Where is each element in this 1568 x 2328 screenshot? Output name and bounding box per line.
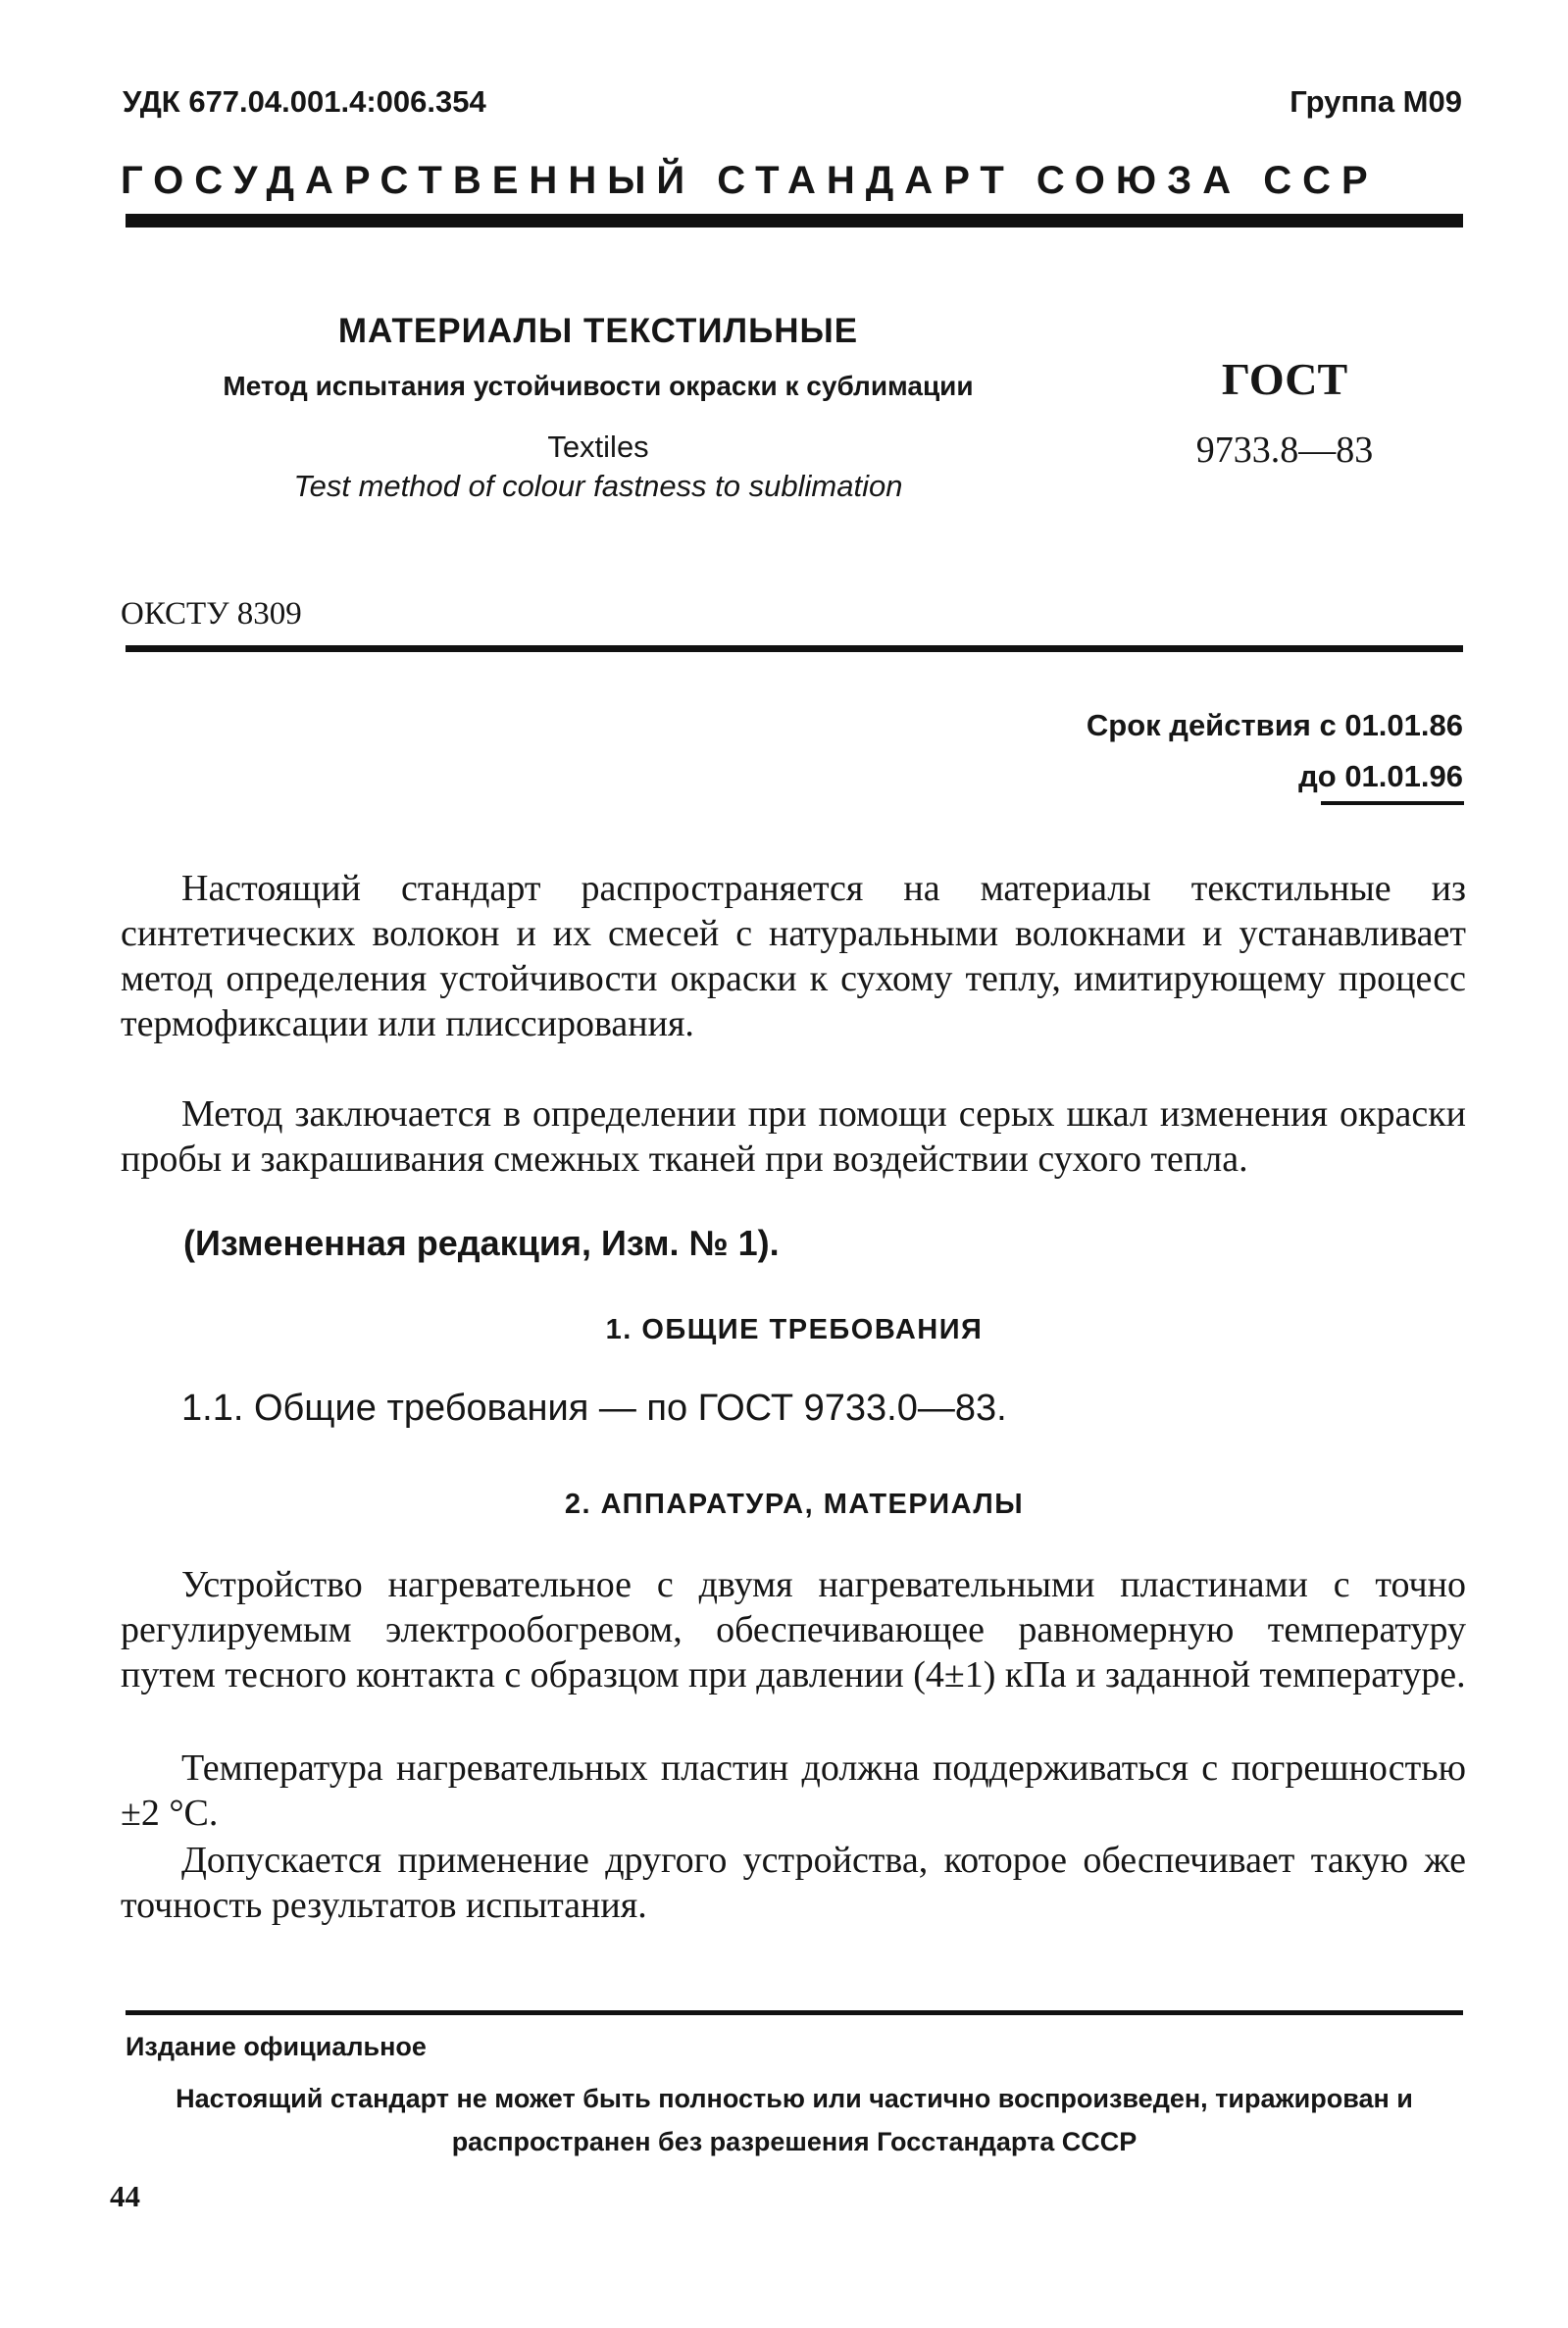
title-block xyxy=(127,312,1069,506)
copyright-notice: Настоящий стандарт не может быть полностью или частично воспроизведен, тиражирован и распространен без разрешения Госстандарта СССР xyxy=(176,2084,1413,2156)
title-en: Textiles xyxy=(547,430,649,464)
apparatus-paragraph-2: Температура нагревательных пластин должна поддерживаться с погрешностью ±2 °С. xyxy=(121,1747,1466,1834)
section-2-heading: 2. АППАРАТУРА, МАТЕРИАЛЫ xyxy=(564,1489,1025,1520)
group-code: Группа М09 xyxy=(1290,84,1462,119)
validity-period xyxy=(1087,700,1463,802)
gost-block xyxy=(1147,353,1422,472)
section-1-heading: 1. ОБЩИЕ ТРЕБОВАНИЯ xyxy=(605,1314,984,1345)
intro-paragraph-1: Настоящий стандарт распространяется на материалы текстильные из синтетических волокон и их смесей с натуральными волокнами и устанавливает метод определения устойчивости окраски к сухому теплу, имитирующему процесс термофиксации или плиссирования. xyxy=(121,868,1466,1044)
validity-from: Срок действия с 01.01.86 xyxy=(1086,708,1463,742)
validity-underline xyxy=(1321,801,1464,805)
udk-code: УДК 677.04.001.4:006.354 xyxy=(123,84,486,119)
page-number: 44 xyxy=(110,2179,140,2213)
okstu-divider xyxy=(126,645,1463,652)
apparatus-paragraph-1: Устройство нагревательное с двумя нагревательными пластинами с точно регулируемым электрообогревом, обеспечивающее равномерную температуру путем тесного контакта с образцом при давлении (4±1) кПа и заданной температуре. xyxy=(121,1564,1466,1695)
apparatus-paragraph-3: Допускается применение другого устройства, которое обеспечивает такую же точность результатов испытания. xyxy=(121,1840,1466,1926)
title-ru: МАТЕРИАЛЫ ТЕКСТИЛЬНЫЕ xyxy=(337,312,859,350)
clause-1-1: 1.1. Общие требования — по ГОСТ 9733.0—83. xyxy=(181,1388,1007,1429)
amendment-note: (Измененная редакция, Изм. № 1). xyxy=(183,1223,780,1263)
subtitle-en: Test method of colour fastness to sublimation xyxy=(293,469,903,503)
okstu-code: ОКСТУ 8309 xyxy=(121,596,302,632)
gost-label: ГОСТ xyxy=(1221,354,1348,404)
gost-number: 9733.8—83 xyxy=(1195,430,1374,471)
validity-to: до 01.01.96 xyxy=(1298,759,1463,793)
intro-paragraph-2: Метод заключается в определении при помощи серых шкал изменения окраски пробы и закрашивания смежных тканей при воздействии сухого тепла. xyxy=(121,1093,1466,1180)
footer-divider xyxy=(126,2010,1463,2015)
subtitle-ru: Метод испытания устойчивости окраски к сублимации xyxy=(223,371,974,401)
header-divider xyxy=(126,214,1463,228)
official-edition-label: Издание официальное xyxy=(126,2032,427,2061)
state-standard-heading: ГОСУДАРСТВЕННЫЙ СТАНДАРТ СОЮЗА ССР xyxy=(121,159,1379,202)
